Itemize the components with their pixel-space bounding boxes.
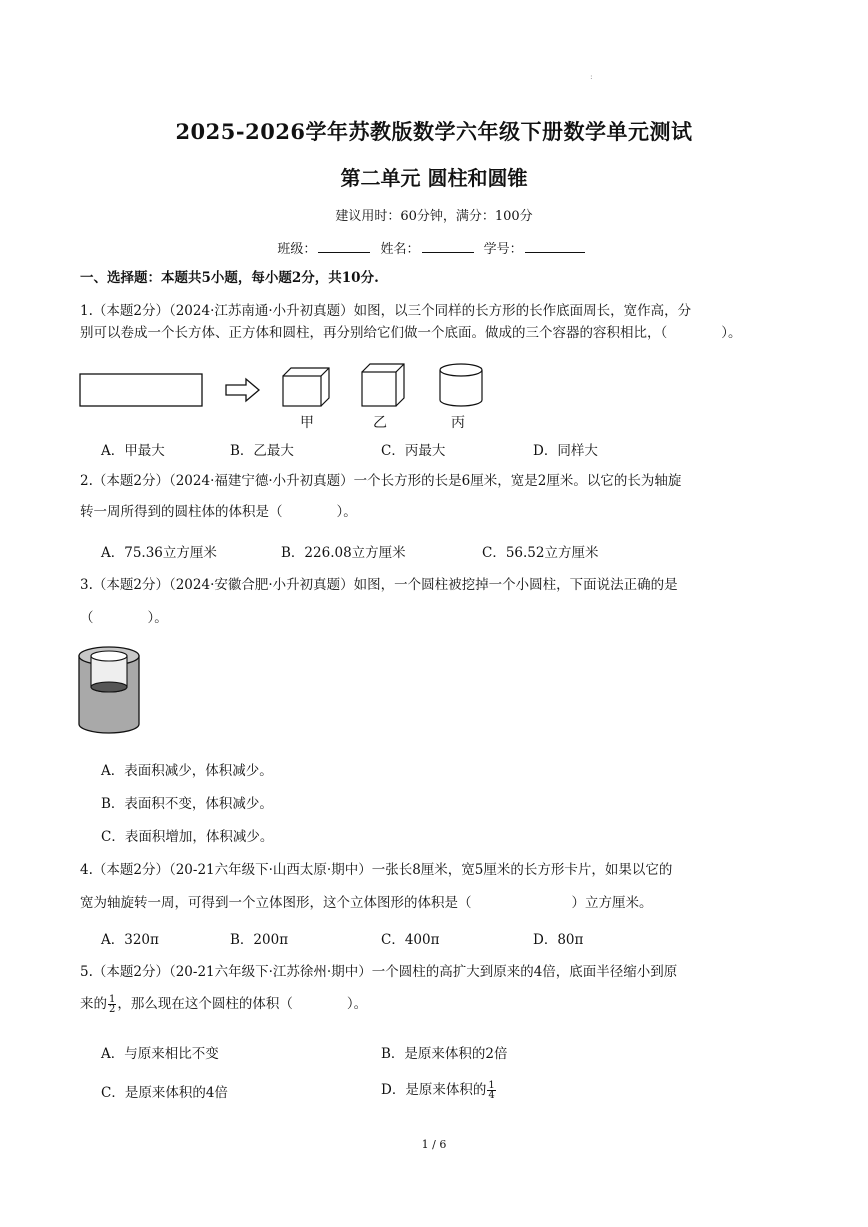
q3-line2: （ ）。 [80, 610, 168, 626]
q5-option-b[interactable]: B．是原来体积的2倍 [381, 1046, 508, 1062]
q1-line2: 别可以卷成一个长方体、正方体和圆柱，再分别给它们做一个底面。做成的三个容器的容积相比，（ ）。 [80, 325, 742, 341]
name-field[interactable] [422, 240, 474, 253]
q5-line1: 5.（本题2分）（20-21六年级下·江苏徐州·期中）一个圆柱的高扩大到原来的4倍，底面半径缩小到原 [80, 964, 678, 980]
class-label: 班级： [277, 242, 317, 257]
q2-option-b[interactable]: B．226.08立方厘米 [281, 545, 406, 561]
section-heading: 一、选择题：本题共5小题，每小题2分，共10分. [80, 270, 379, 286]
student-info [0, 238, 868, 257]
q4-line2: 宽为轴旋转一周，可得到一个立体图形，这个立体图形的体积是（ ）立方厘米。 [80, 895, 653, 911]
name-label: 姓名： [380, 242, 420, 257]
q3-option-c[interactable]: C．表面积增加，体积减少。 [101, 829, 274, 845]
q2-option-a[interactable]: A．75.36立方厘米 [101, 545, 217, 561]
q4-option-c[interactable]: C．400π [381, 932, 440, 948]
q2-option-c[interactable]: C．56.52立方厘米 [482, 545, 599, 561]
question-4 [80, 859, 800, 914]
rectangle-shape [80, 374, 202, 406]
q5-optd-fraction: $\frac{1}{4}$ [488, 1080, 495, 1101]
page-title: 2025-2026学年苏教版数学六年级下册数学单元测试 [175, 119, 693, 144]
q1-line1: 1.（本题2分）（2024·江苏南通·小升初真题）如图，以三个同样的长方形的长作底面周长，宽作高，分 [80, 303, 692, 319]
q3-option-a[interactable]: A．表面积减少，体积减少。 [101, 763, 273, 779]
q4-option-a[interactable]: A．320π [101, 932, 159, 948]
id-label: 学号： [483, 242, 523, 257]
q5-option-d[interactable]: D．是原来体积的 $\frac{1}{4}$ [381, 1080, 495, 1101]
q3-line1: 3.（本题2分）（2024·安徽合肥·小升初真题）如图，一个圆柱被挖掉一个小圆柱，下面说法正确的是 [80, 577, 678, 593]
q2-line1: 2.（本题2分）（2024·福建宁德·小升初真题）一个长方形的长是6厘米，宽是2厘米。以它的长为轴旋 [80, 473, 682, 489]
question-2 [80, 470, 800, 523]
q4-option-b[interactable]: B．200π [230, 932, 289, 948]
page-subtitle: 第二单元 圆柱和圆锥 [340, 166, 528, 190]
q1-option-b[interactable]: B．乙最大 [230, 443, 294, 459]
q5-fraction: $\frac{1}{2}$ [109, 994, 116, 1015]
label-bing: 丙 [451, 415, 465, 431]
q1-option-a[interactable]: A．甲最大 [101, 443, 165, 459]
cuboid-shape [283, 368, 329, 406]
label-jia: 甲 [300, 415, 314, 431]
q3-cylinder-figure [76, 644, 142, 738]
q3-option-b[interactable]: B．表面积不变，体积减少。 [101, 796, 273, 812]
cube-shape [362, 364, 404, 406]
exam-meta: 建议用时：60分钟，满分：100分 [335, 209, 533, 224]
question-3 [80, 574, 800, 629]
label-yi: 乙 [373, 415, 387, 431]
q1-option-c[interactable]: C．丙最大 [381, 443, 446, 459]
q4-line1: 4.（本题2分）（20-21六年级下·山西太原·期中）一张长8厘米，宽5厘米的长方形卡片，如果以它的 [80, 862, 673, 878]
arrow-icon [226, 379, 259, 401]
q5-option-c[interactable]: C．是原来体积的4倍 [101, 1085, 228, 1101]
class-field[interactable] [318, 240, 370, 253]
cylinder-shape [440, 364, 482, 406]
id-field[interactable] [525, 240, 585, 253]
q1-figure [78, 362, 498, 432]
question-1 [80, 300, 800, 344]
question-5 [80, 961, 800, 1015]
q5-option-a[interactable]: A．与原来相比不变 [101, 1046, 219, 1062]
corner-mark: : [590, 72, 593, 81]
q5-line2: 来的 $\frac{1}{2}$ ，那么现在这个圆柱的体积（ ）。 [80, 994, 368, 1015]
q1-option-d[interactable]: D．同样大 [533, 443, 598, 459]
q2-line2: 转一周所得到的圆柱体的体积是（ ）。 [80, 504, 357, 520]
page-number: 1 / 6 [421, 1138, 447, 1151]
q4-option-d[interactable]: D．80π [533, 932, 584, 948]
